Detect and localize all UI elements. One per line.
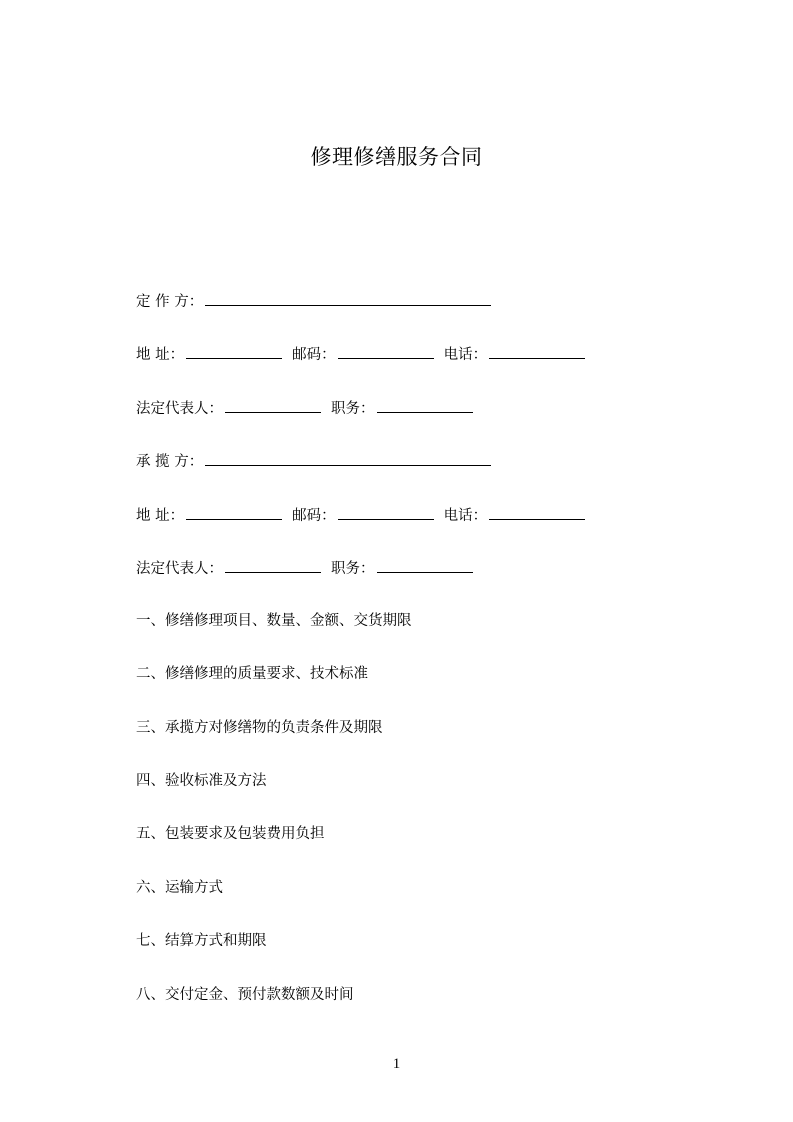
party-a-postcode-field[interactable] [338,344,434,359]
party-a-rep-label: 法定代表人： [136,401,223,417]
party-a-phone-field[interactable] [489,344,585,359]
section-heading: 二、修缮修理的质量要求、技术标准 [136,666,368,682]
party-b-address-row [136,505,585,526]
party-a-rep-row [136,398,473,419]
page-title: 修理修缮服务合同 [310,145,483,169]
party-a-position-label: 职务： [331,401,375,417]
party-b-rep-field[interactable] [225,558,321,573]
section-heading: 七、结算方式和期限 [136,933,267,949]
party-b-postcode-label: 邮码： [292,508,336,524]
party-b-postcode-field[interactable] [338,505,434,520]
section-heading: 三、承揽方对修缮物的负责条件及期限 [136,720,383,736]
party-b-address-field[interactable] [186,505,282,520]
section-heading: 一、修缮修理项目、数量、金额、交货期限 [136,613,412,629]
party-b-name-row [136,451,491,472]
section-heading: 六、运输方式 [136,880,223,896]
party-a-position-field[interactable] [377,398,473,413]
party-a-address-row [136,344,585,365]
party-b-name-label: 承 揽 方： [136,454,204,470]
page-number: 1 [392,1056,401,1072]
party-a-address-field[interactable] [186,344,282,359]
party-b-name-field[interactable] [205,451,491,466]
section-heading: 五、包装要求及包装费用负担 [136,826,325,842]
party-a-rep-field[interactable] [225,398,321,413]
section-heading: 八、交付定金、预付款数额及时间 [136,987,354,1003]
party-a-name-label: 定 作 方： [136,294,204,310]
party-b-rep-label: 法定代表人： [136,561,223,577]
party-a-postcode-label: 邮码： [292,347,336,363]
party-b-address-label: 地 址： [136,508,185,524]
party-a-phone-label: 电话： [443,347,488,363]
party-b-rep-row [136,558,473,579]
party-b-phone-label: 电话： [443,508,488,524]
party-a-name-row [136,291,491,312]
party-a-name-field[interactable] [205,291,491,306]
party-b-position-label: 职务： [331,561,375,577]
section-heading: 四、验收标准及方法 [136,773,267,789]
party-b-phone-field[interactable] [489,505,585,520]
party-b-position-field[interactable] [377,558,473,573]
party-a-address-label: 地 址： [136,347,185,363]
